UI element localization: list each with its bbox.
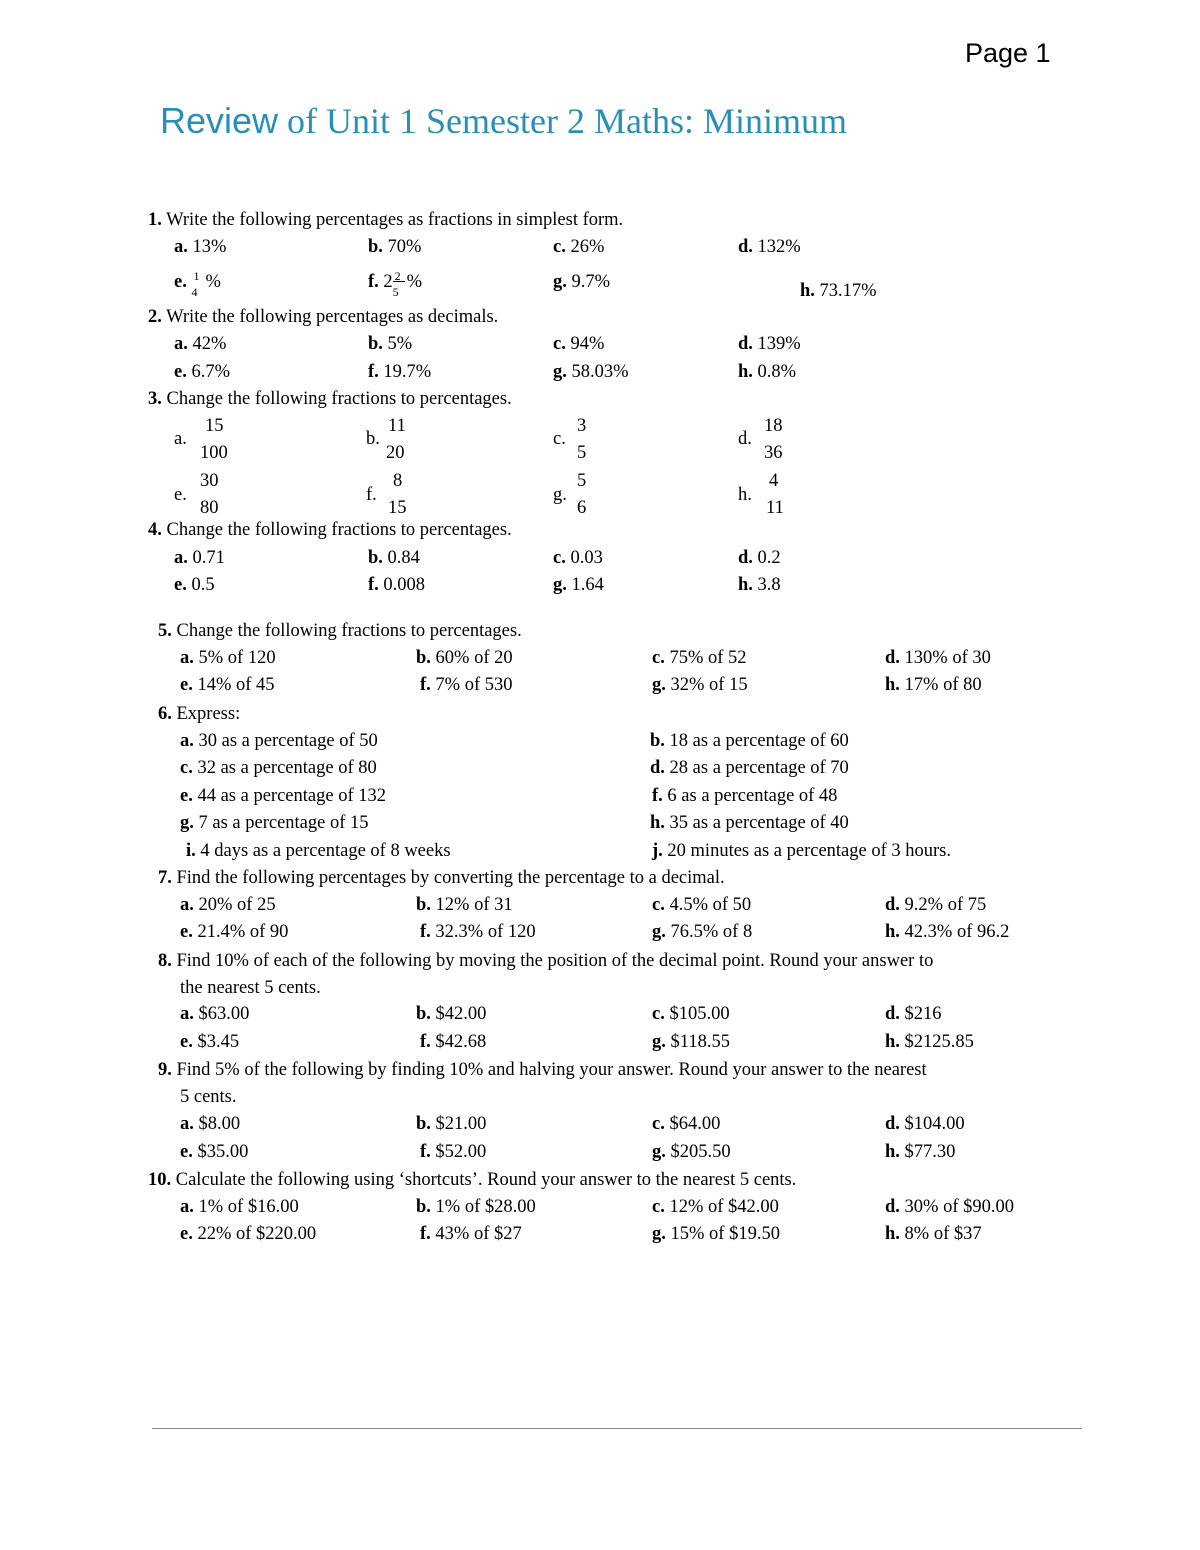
q9-g: g. $205.50 xyxy=(652,1142,731,1162)
q2-h: h. 0.8% xyxy=(738,362,797,382)
q3-b-numerator: 11 xyxy=(388,416,406,436)
q8-f: f. $42.68 xyxy=(420,1032,487,1052)
q6-c: c. 32 as a percentage of 80 xyxy=(180,758,377,778)
q4-a: a. 0.71 xyxy=(174,548,225,568)
q9-h: h. $77.30 xyxy=(885,1142,956,1162)
q7-b: b. 12% of 31 xyxy=(416,895,513,915)
question-9-cont: 5 cents. xyxy=(180,1087,237,1107)
q4-b: b. 0.84 xyxy=(368,548,420,568)
q3-g-numerator: 5 xyxy=(577,471,587,491)
q9-c: c. $64.00 xyxy=(652,1114,721,1134)
q7-a: a. 20% of 25 xyxy=(180,895,276,915)
q9-f: f. $52.00 xyxy=(420,1142,487,1162)
q3-c-denominator: 5 xyxy=(577,443,587,463)
q7-f: f. 32.3% of 120 xyxy=(420,922,536,942)
q6-d: d. 28 as a percentage of 70 xyxy=(650,758,849,778)
q5-g: g. 32% of 15 xyxy=(652,675,748,695)
q8-c: c. $105.00 xyxy=(652,1004,730,1024)
q3-a-label: a. xyxy=(174,429,187,449)
q10-h: h. 8% of $37 xyxy=(885,1224,982,1244)
q10-b: b. 1% of $28.00 xyxy=(416,1197,536,1217)
q2-f: f. 19.7% xyxy=(368,362,432,382)
question-5: 5. Change the following fractions to percentages. xyxy=(158,621,522,641)
q1-d: d. 132% xyxy=(738,237,801,257)
q3-d-label: d. xyxy=(738,429,752,449)
question-7: 7. Find the following percentages by converting the percentage to a decimal. xyxy=(158,868,725,888)
q8-g: g. $118.55 xyxy=(652,1032,730,1052)
q2-e: e. 6.7% xyxy=(174,362,231,382)
q8-e: e. $3.45 xyxy=(180,1032,240,1052)
q4-f: f. 0.008 xyxy=(368,575,426,595)
q3-c-label: c. xyxy=(553,429,566,449)
q3-f-label: f. xyxy=(366,485,377,505)
q8-d: d. $216 xyxy=(885,1004,942,1024)
q10-a: a. 1% of $16.00 xyxy=(180,1197,299,1217)
q3-e-denominator: 80 xyxy=(200,498,219,518)
page-title: Review of Unit 1 Semester 2 Maths: Minimum xyxy=(160,100,848,141)
q3-h-denominator: 11 xyxy=(766,498,784,518)
q6-j: j. 20 minutes as a percentage of 3 hours. xyxy=(652,841,952,861)
q7-d: d. 9.2% of 75 xyxy=(885,895,987,915)
q7-e: e. 21.4% of 90 xyxy=(180,922,289,942)
q5-d: d. 130% of 30 xyxy=(885,648,991,668)
question-10: 10. Calculate the following using ‘shortcuts’. Round your answer to the nearest 5 cents. xyxy=(148,1170,797,1190)
q10-c: c. 12% of $42.00 xyxy=(652,1197,779,1217)
q3-d-denominator: 36 xyxy=(764,443,783,463)
q10-e: e. 22% of $220.00 xyxy=(180,1224,317,1244)
q3-b-label: b. xyxy=(366,429,380,449)
q6-h: h. 35 as a percentage of 40 xyxy=(650,813,849,833)
q9-e: e. $35.00 xyxy=(180,1142,249,1162)
q2-b: b. 5% xyxy=(368,334,413,354)
q5-a: a. 5% of 120 xyxy=(180,648,276,668)
question-2: 2. Write the following percentages as decimals. xyxy=(148,307,499,327)
q3-g-label: g. xyxy=(553,485,567,505)
q10-d: d. 30% of $90.00 xyxy=(885,1197,1014,1217)
q1-g: g. 9.7% xyxy=(553,272,611,292)
q2-d: d. 139% xyxy=(738,334,801,354)
question-9: 9. Find 5% of the following by finding 10% and halving your answer. Round your answer to the nearest xyxy=(158,1060,927,1080)
question-1: 1. Write the following percentages as fractions in simplest form. xyxy=(148,210,624,230)
q3-a-numerator: 15 xyxy=(205,416,224,436)
q3-h-numerator: 4 xyxy=(769,471,779,491)
question-8: 8. Find 10% of each of the following by moving the position of the decimal point. Round your answer to xyxy=(158,951,934,971)
q4-c: c. 0.03 xyxy=(553,548,603,568)
q3-f-numerator: 8 xyxy=(393,471,403,491)
q3-d-numerator: 18 xyxy=(764,416,783,436)
q4-d: d. 0.2 xyxy=(738,548,781,568)
q9-a: a. $8.00 xyxy=(180,1114,241,1134)
q3-g-denominator: 6 xyxy=(577,498,587,518)
q8-h: h. $2125.85 xyxy=(885,1032,974,1052)
q5-c: c. 75% of 52 xyxy=(652,648,747,668)
q3-a-denominator: 100 xyxy=(200,443,228,463)
q1-e: e. 1 4 % xyxy=(174,269,221,299)
question-8-cont: the nearest 5 cents. xyxy=(180,978,321,998)
q9-b: b. $21.00 xyxy=(416,1114,487,1134)
q3-h-label: h. xyxy=(738,485,752,505)
q8-a: a. $63.00 xyxy=(180,1004,250,1024)
q6-b: b. 18 as a percentage of 60 xyxy=(650,731,849,751)
q1-f: f. 2 2 5 % xyxy=(368,269,423,299)
q9-d: d. $104.00 xyxy=(885,1114,965,1134)
q5-e: e. 14% of 45 xyxy=(180,675,275,695)
q7-g: g. 76.5% of 8 xyxy=(652,922,753,942)
q3-f-denominator: 15 xyxy=(388,498,407,518)
q6-f: f. 6 as a percentage of 48 xyxy=(652,786,838,806)
q5-f: f. 7% of 530 xyxy=(420,675,513,695)
q2-g: g. 58.03% xyxy=(553,362,629,382)
q5-h: h. 17% of 80 xyxy=(885,675,982,695)
question-3: 3. Change the following fractions to percentages. xyxy=(148,389,512,409)
q3-b-denominator: 20 xyxy=(386,443,405,463)
q4-g: g. 1.64 xyxy=(553,575,604,595)
q1-b: b. 70% xyxy=(368,237,422,257)
question-4: 4. Change the following fractions to percentages. xyxy=(148,520,512,540)
q6-a: a. 30 as a percentage of 50 xyxy=(180,731,378,751)
q6-i: i. 4 days as a percentage of 8 weeks xyxy=(186,841,451,861)
q8-b: b. $42.00 xyxy=(416,1004,487,1024)
q1-c: c. 26% xyxy=(553,237,605,257)
q7-h: h. 42.3% of 96.2 xyxy=(885,922,1010,942)
q3-c-numerator: 3 xyxy=(577,416,587,436)
q10-g: g. 15% of $19.50 xyxy=(652,1224,780,1244)
q6-e: e. 44 as a percentage of 132 xyxy=(180,786,386,806)
q3-e-numerator: 30 xyxy=(200,471,219,491)
q5-b: b. 60% of 20 xyxy=(416,648,513,668)
q2-a: a. 42% xyxy=(174,334,227,354)
q4-e: e. 0.5 xyxy=(174,575,215,595)
q6-g: g. 7 as a percentage of 15 xyxy=(180,813,369,833)
q3-e-label: e. xyxy=(174,485,187,505)
q2-c: c. 94% xyxy=(553,334,605,354)
q4-h: h. 3.8 xyxy=(738,575,781,595)
question-6: 6. Express: xyxy=(158,704,241,724)
q10-f: f. 43% of $27 xyxy=(420,1224,522,1244)
q7-c: c. 4.5% of 50 xyxy=(652,895,752,915)
q1-h: h. 73.17% xyxy=(800,281,877,301)
q1-a: a. 13% xyxy=(174,237,227,257)
page-number: Page 1 xyxy=(965,38,1051,68)
footer-divider xyxy=(152,1428,1082,1429)
